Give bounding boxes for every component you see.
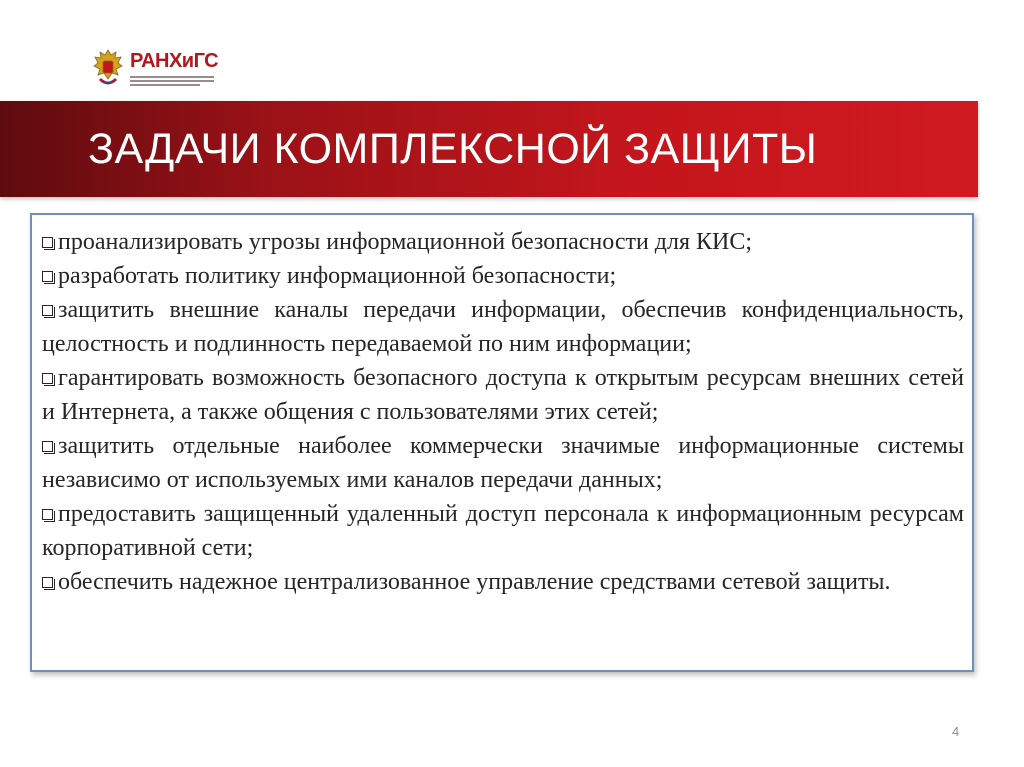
checkbox-bullet-icon	[42, 373, 53, 384]
list-item: защитить внешние каналы передачи информации, обеспечив конфиденциальность, целостность и подлинность передаваемой по ним информации;	[42, 297, 964, 357]
list-item: проанализировать угрозы информационной безопасности для КИС;	[42, 225, 964, 259]
ranepa-logo	[92, 44, 232, 92]
eagle-emblem-icon	[92, 47, 124, 89]
slide-number: 4	[952, 724, 960, 739]
list-item: разработать политику информационной безопасности;	[42, 259, 964, 293]
checkbox-bullet-icon	[42, 271, 53, 282]
checkbox-bullet-icon	[42, 305, 53, 316]
list-item: обеспечить надежное централизованное управление средствами сетевой защиты.	[42, 565, 964, 599]
tasks-box	[30, 213, 974, 672]
list-item: защитить отдельные наиболее коммерчески значимые информационные системы независимо от используемых ими каналов передачи данных;	[42, 433, 964, 493]
checkbox-bullet-icon	[42, 237, 53, 248]
list-item: гарантировать возможность безопасного доступа к открытым ресурсам внешних сетей и Интернета, а также общения с пользователями этих сетей;	[42, 365, 964, 425]
logo-name: РАНХиГС	[130, 50, 219, 72]
checkbox-bullet-icon	[42, 441, 53, 452]
logo-subtitle-lines	[130, 74, 218, 86]
checkbox-bullet-icon	[42, 509, 53, 520]
title-bar	[0, 101, 978, 197]
checkbox-bullet-icon	[42, 577, 53, 588]
slide-title: ЗАДАЧИ КОМПЛЕКСНОЙ ЗАЩИТЫ	[88, 125, 818, 173]
list-item: предоставить защищенный удаленный доступ персонала к информационным ресурсам корпоративной сети;	[42, 501, 964, 561]
